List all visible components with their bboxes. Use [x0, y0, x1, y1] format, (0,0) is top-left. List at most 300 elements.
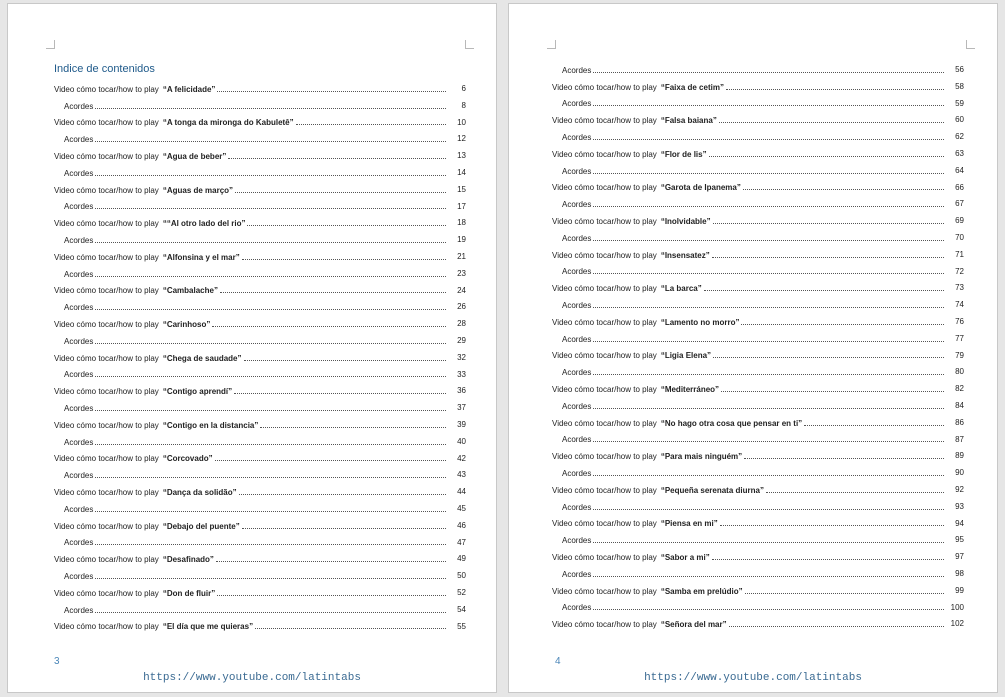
toc-entry-prefix: Video cómo tocar/how to play — [552, 284, 657, 294]
toc-entry-chords[interactable] — [552, 364, 964, 381]
toc-entry-song-title: “Corcovado” — [162, 454, 213, 464]
toc-entry-label: Acordes — [64, 336, 94, 346]
toc-entry-page-number: 80 — [955, 367, 964, 377]
dot-leader — [235, 192, 446, 193]
dot-leader — [212, 326, 446, 327]
toc-entry-page-number: 39 — [457, 419, 466, 429]
dot-leader — [95, 175, 446, 176]
toc-entry-page-number: 47 — [457, 537, 466, 547]
document-page-3 — [7, 3, 497, 693]
toc-entry-song-title: “Samba em prelúdio” — [660, 586, 743, 596]
toc-entry-page-number: 40 — [457, 436, 466, 446]
toc-entry-song-title: “Flor de lis” — [660, 149, 707, 159]
toc-entry-chords[interactable] — [552, 331, 964, 348]
toc-entry-video[interactable] — [54, 148, 466, 165]
toc-entry-label: Acordes — [562, 301, 592, 311]
toc-entry-song-title: “Lamento no morro” — [660, 317, 740, 327]
toc-entry-page-number: 23 — [457, 268, 466, 278]
dot-leader — [593, 240, 944, 241]
toc-entry-song-title: “Falsa baiana” — [660, 116, 717, 126]
dot-leader — [95, 511, 446, 512]
toc-entry-page-number: 26 — [457, 302, 466, 312]
toc-entry-page-number: 92 — [955, 484, 964, 494]
toc-entry-chords[interactable] — [54, 467, 466, 484]
toc-entry-chords[interactable] — [552, 297, 964, 314]
dot-leader — [593, 72, 944, 73]
toc-entry-page-number: 71 — [955, 249, 964, 259]
toc-entry-chords[interactable] — [54, 501, 466, 518]
toc-entry-chords[interactable] — [552, 62, 964, 79]
toc-entry-chords[interactable] — [552, 566, 964, 583]
toc-entry-video[interactable] — [552, 381, 964, 398]
toc-entry-label: Acordes — [64, 504, 94, 514]
toc-entry-page-number: 15 — [457, 184, 466, 194]
toc-entry-chords[interactable] — [552, 129, 964, 146]
toc-entry-chords[interactable] — [54, 367, 466, 384]
toc-entry-page-number: 79 — [955, 350, 964, 360]
toc-entry-prefix: Video cómo tocar/how to play — [552, 452, 657, 462]
dot-leader — [593, 542, 944, 543]
toc-list — [552, 62, 964, 633]
toc-entry-video[interactable] — [54, 115, 466, 132]
toc-entry-video[interactable] — [54, 249, 466, 266]
toc-entry-page-number: 50 — [457, 571, 466, 581]
toc-entry-song-title: “No hago otra cosa que pensar en ti” — [660, 418, 803, 428]
toc-entry-chords[interactable] — [54, 602, 466, 619]
toc-entry-page-number: 86 — [955, 417, 964, 427]
toc-entry-label: Acordes — [64, 303, 94, 313]
toc-entry-song-title: “Piensa en mi” — [660, 519, 718, 529]
toc-entry-video[interactable] — [552, 482, 964, 499]
dot-leader — [255, 628, 446, 629]
toc-entry-page-number: 95 — [955, 535, 964, 545]
dot-leader — [95, 141, 446, 142]
toc-entry-prefix: Video cómo tocar/how to play — [552, 116, 657, 126]
dot-leader — [593, 273, 944, 274]
toc-entry-label: Acordes — [64, 471, 94, 481]
toc-entry-label: Acordes — [562, 166, 592, 176]
toc-entry-chords[interactable] — [552, 532, 964, 549]
toc-entry-chords[interactable] — [54, 165, 466, 182]
toc-entry-prefix: Video cómo tocar/how to play — [552, 418, 657, 428]
toc-entry-page-number: 29 — [457, 335, 466, 345]
toc-entry-page-number: 28 — [457, 319, 466, 329]
toc-entry-song-title: “A tonga da mironga do Kabuletê” — [162, 118, 294, 128]
toc-entry-label: Acordes — [64, 269, 94, 279]
dot-leader — [95, 477, 446, 478]
dot-leader — [713, 357, 944, 358]
dot-leader — [593, 475, 944, 476]
toc-entry-page-number: 70 — [955, 232, 964, 242]
toc-entry-page-number: 99 — [955, 585, 964, 595]
dot-leader — [95, 343, 446, 344]
toc-entry-label: Acordes — [562, 267, 592, 277]
toc-entry-chords[interactable] — [552, 499, 964, 516]
toc-entry-label: Acordes — [562, 133, 592, 143]
toc-entry-song-title: “Pequeña serenata diurna” — [660, 485, 764, 495]
dot-leader — [216, 561, 446, 562]
toc-entry-page-number: 60 — [955, 115, 964, 125]
toc-entry-page-number: 10 — [457, 117, 466, 127]
dot-leader — [296, 124, 446, 125]
toc-entry-label: Acordes — [562, 502, 592, 512]
toc-entry-label: Acordes — [64, 236, 94, 246]
dot-leader — [593, 307, 944, 308]
dot-leader — [593, 105, 944, 106]
toc-entry-page-number: 32 — [457, 352, 466, 362]
dot-leader — [260, 427, 446, 428]
toc-entry-label: Acordes — [64, 168, 94, 178]
toc-entry-page-number: 76 — [955, 316, 964, 326]
toc-entry-page-number: 36 — [457, 386, 466, 396]
dot-leader — [593, 139, 944, 140]
toc-entry-chords[interactable] — [552, 600, 964, 617]
toc-entry-video[interactable] — [552, 348, 964, 365]
toc-entry-label: Acordes — [562, 536, 592, 546]
toc-entry-page-number: 55 — [457, 621, 466, 631]
toc-entry-page-number: 33 — [457, 369, 466, 379]
dot-leader — [721, 391, 944, 392]
dot-leader — [220, 292, 446, 293]
toc-entry-label: Acordes — [562, 569, 592, 579]
dot-leader — [712, 559, 944, 560]
toc-entry-page-number: 89 — [955, 451, 964, 461]
toc-entry-song-title: “Desafinado” — [162, 555, 214, 565]
toc-entry-label: Acordes — [64, 404, 94, 414]
toc-entry-video[interactable] — [552, 213, 964, 230]
margin-corner-mark — [547, 40, 556, 49]
toc-list — [54, 81, 466, 635]
toc-entry-video[interactable] — [552, 280, 964, 297]
toc-entry-label: Acordes — [562, 435, 592, 445]
toc-entry-video[interactable] — [54, 283, 466, 300]
dot-leader — [745, 593, 944, 594]
toc-entry-page-number: 74 — [955, 300, 964, 310]
toc-entry-prefix: Video cómo tocar/how to play — [552, 149, 657, 159]
toc-entry-page-number: 21 — [457, 251, 466, 261]
toc-entry-song-title: ““Al otro lado del rio” — [162, 219, 246, 229]
toc-entry-video[interactable] — [552, 314, 964, 331]
toc-entry-song-title: “La barca” — [660, 284, 702, 294]
toc-entry-prefix: Video cómo tocar/how to play — [552, 183, 657, 193]
dot-leader — [95, 276, 446, 277]
dot-leader — [95, 544, 446, 545]
toc-entry-chords[interactable] — [552, 163, 964, 180]
toc-entry-video[interactable] — [552, 516, 964, 533]
toc-entry-label: Acordes — [562, 99, 592, 109]
toc-entry-song-title: “Don de fluir” — [162, 588, 216, 598]
toc-entry-song-title: “Contigo aprendí” — [162, 387, 233, 397]
toc-entry-label: Acordes — [64, 101, 94, 111]
toc-entry-chords[interactable] — [552, 465, 964, 482]
dot-leader — [720, 525, 944, 526]
toc-entry-chords[interactable] — [54, 131, 466, 148]
toc-entry-song-title: “Faixa de cetim” — [660, 82, 724, 92]
toc-entry-prefix: Video cómo tocar/how to play — [54, 420, 159, 430]
dot-leader — [234, 393, 446, 394]
toc-entry-chords[interactable] — [552, 264, 964, 281]
toc-entry-chords[interactable] — [54, 299, 466, 316]
toc-entry-prefix: Video cómo tocar/how to play — [54, 185, 159, 195]
dot-leader — [719, 122, 944, 123]
dot-leader — [95, 444, 446, 445]
dot-leader — [726, 89, 944, 90]
toc-entry-video[interactable] — [54, 182, 466, 199]
toc-entry-prefix: Video cómo tocar/how to play — [54, 555, 159, 565]
toc-entry-chords[interactable] — [54, 434, 466, 451]
dot-leader — [217, 91, 446, 92]
toc-entry-song-title: “Señora del mar” — [660, 620, 727, 630]
toc-entry-song-title: “Mediterráneo” — [660, 385, 720, 395]
toc-entry-prefix: Video cómo tocar/how to play — [54, 488, 159, 498]
toc-entry-page-number: 63 — [955, 148, 964, 158]
toc-entry-song-title: “Ligia Elena” — [660, 351, 712, 361]
toc-entry-prefix: Video cómo tocar/how to play — [552, 351, 657, 361]
toc-entry-song-title: “Insensatez” — [660, 250, 710, 260]
toc-entry-song-title: “Cambalache” — [162, 286, 218, 296]
toc-entry-prefix: Video cómo tocar/how to play — [552, 250, 657, 260]
toc-entry-video[interactable] — [54, 215, 466, 232]
toc-entry-song-title: “Inolvidable” — [660, 217, 711, 227]
dot-leader — [239, 494, 446, 495]
toc-entry-page-number: 58 — [955, 81, 964, 91]
dot-leader — [593, 374, 944, 375]
toc-entry-label: Acordes — [64, 538, 94, 548]
toc-entry-label: Acordes — [64, 135, 94, 145]
dot-leader — [743, 189, 944, 190]
toc-entry-chords[interactable] — [54, 98, 466, 115]
dot-leader — [244, 360, 447, 361]
toc-entry-prefix: Video cómo tocar/how to play — [54, 454, 159, 464]
toc-entry-page-number: 17 — [457, 201, 466, 211]
toc-entry-page-number: 94 — [955, 518, 964, 528]
dot-leader — [228, 158, 446, 159]
footer-url[interactable]: https://www.youtube.com/latintabs — [143, 672, 361, 684]
margin-corner-mark — [966, 40, 975, 49]
toc-entry-label: Acordes — [562, 401, 592, 411]
toc-entry-page-number: 49 — [457, 554, 466, 564]
page-number: 3 — [54, 656, 60, 667]
toc-entry-prefix: Video cómo tocar/how to play — [54, 252, 159, 262]
toc-entry-page-number: 66 — [955, 182, 964, 192]
toc-entry-video[interactable] — [54, 518, 466, 535]
toc-entry-prefix: Video cómo tocar/how to play — [552, 586, 657, 596]
toc-entry-page-number: 54 — [457, 604, 466, 614]
toc-entry-page-number: 97 — [955, 552, 964, 562]
toc-entry-prefix: Video cómo tocar/how to play — [552, 385, 657, 395]
toc-entry-song-title: “Para mais ninguém” — [660, 452, 743, 462]
toc-entry-video[interactable] — [54, 316, 466, 333]
toc-entry-video[interactable] — [552, 583, 964, 600]
toc-entry-prefix: Video cómo tocar/how to play — [552, 519, 657, 529]
toc-entry-prefix: Video cómo tocar/how to play — [54, 219, 159, 229]
dot-leader — [593, 509, 944, 510]
toc-entry-video[interactable] — [552, 146, 964, 163]
toc-entry-page-number: 69 — [955, 216, 964, 226]
page-number: 4 — [555, 656, 561, 667]
toc-entry-video[interactable] — [54, 551, 466, 568]
toc-entry-chords[interactable] — [552, 196, 964, 213]
toc-entry-video[interactable] — [54, 585, 466, 602]
dot-leader — [95, 410, 446, 411]
margin-corner-mark — [46, 40, 55, 49]
toc-entry-page-number: 100 — [950, 602, 964, 612]
toc-entry-video[interactable] — [54, 350, 466, 367]
toc-entry-page-number: 62 — [955, 132, 964, 142]
toc-entry-video[interactable] — [552, 112, 964, 129]
toc-entry-prefix: Video cómo tocar/how to play — [54, 320, 159, 330]
toc-entry-video[interactable] — [552, 549, 964, 566]
toc-entry-video[interactable] — [552, 180, 964, 197]
toc-entry-page-number: 46 — [457, 520, 466, 530]
toc-entry-page-number: 87 — [955, 434, 964, 444]
toc-entry-chords[interactable] — [552, 230, 964, 247]
toc-entry-prefix: Video cómo tocar/how to play — [552, 217, 657, 227]
margin-corner-mark — [465, 40, 474, 49]
toc-entry-page-number: 52 — [457, 587, 466, 597]
toc-entry-label: Acordes — [562, 603, 592, 613]
dot-leader — [95, 108, 446, 109]
toc-entry-page-number: 24 — [457, 285, 466, 295]
toc-entry-song-title: “Debajo del puente” — [162, 521, 240, 531]
toc-entry-prefix: Video cómo tocar/how to play — [54, 521, 159, 531]
toc-entry-video[interactable] — [552, 616, 964, 633]
dot-leader — [704, 290, 944, 291]
dot-leader — [593, 173, 944, 174]
toc-entry-chords[interactable] — [54, 535, 466, 552]
toc-entry-page-number: 77 — [955, 333, 964, 343]
toc-entry-chords[interactable] — [552, 96, 964, 113]
toc-entry-prefix: Video cómo tocar/how to play — [54, 588, 159, 598]
toc-entry-label: Acordes — [562, 200, 592, 210]
dot-leader — [713, 223, 944, 224]
toc-entry-song-title: “Contigo en la distancia” — [162, 420, 259, 430]
dot-leader — [215, 460, 446, 461]
toc-entry-chords[interactable] — [54, 400, 466, 417]
dot-leader — [95, 578, 446, 579]
toc-entry-video[interactable] — [552, 415, 964, 432]
toc-entry-page-number: 14 — [457, 167, 466, 177]
toc-entry-page-number: 44 — [457, 487, 466, 497]
toc-entry-page-number: 90 — [955, 468, 964, 478]
toc-entry-page-number: 73 — [955, 283, 964, 293]
toc-entry-video[interactable] — [552, 247, 964, 264]
toc-entry-video[interactable] — [54, 417, 466, 434]
dot-leader — [217, 595, 446, 596]
dot-leader — [95, 309, 446, 310]
toc-entry-video[interactable] — [54, 81, 466, 98]
toc-entry-page-number: 12 — [457, 134, 466, 144]
toc-entry-chords[interactable] — [54, 232, 466, 249]
toc-entry-song-title: “Carinhoso” — [162, 320, 211, 330]
dot-leader — [95, 376, 446, 377]
toc-entry-page-number: 59 — [955, 98, 964, 108]
toc-entry-page-number: 67 — [955, 199, 964, 209]
dot-leader — [593, 576, 944, 577]
toc-entry-chords[interactable] — [552, 398, 964, 415]
toc-entry-page-number: 93 — [955, 501, 964, 511]
toc-entry-page-number: 45 — [457, 503, 466, 513]
toc-entry-song-title: “Aguas de março” — [162, 185, 234, 195]
dot-leader — [804, 425, 944, 426]
toc-entry-song-title: “Sabor a mi” — [660, 553, 710, 562]
toc-entry-page-number: 37 — [457, 403, 466, 413]
toc-entry-label: Acordes — [562, 334, 592, 344]
toc-entry-song-title: “Chega de saudade” — [162, 353, 242, 363]
dot-leader — [593, 609, 944, 610]
dot-leader — [593, 341, 944, 342]
dot-leader — [95, 612, 446, 613]
dot-leader — [242, 259, 446, 260]
toc-entry-song-title: “Garota de Ipanema” — [660, 183, 741, 193]
toc-entry-video[interactable] — [54, 484, 466, 501]
toc-entry-video[interactable] — [552, 79, 964, 96]
dot-leader — [593, 206, 944, 207]
toc-entry-song-title: “Dança da solidão” — [162, 488, 237, 498]
dot-leader — [741, 324, 944, 325]
dot-leader — [712, 257, 944, 258]
dot-leader — [95, 242, 446, 243]
toc-entry-chords[interactable] — [54, 333, 466, 350]
toc-entry-song-title: “El día que me quieras” — [162, 622, 254, 632]
toc-entry-chords[interactable] — [54, 266, 466, 283]
toc-entry-label: Acordes — [64, 605, 94, 615]
toc-entry-page-number: 8 — [461, 100, 466, 110]
toc-entry-label: Acordes — [562, 368, 592, 378]
toc-entry-page-number: 43 — [457, 470, 466, 480]
toc-entry-page-number: 18 — [457, 218, 466, 228]
toc-entry-page-number: 19 — [457, 235, 466, 245]
toc-entry-prefix: Video cómo tocar/how to play — [552, 620, 657, 630]
toc-heading: Indice de contenidos — [54, 63, 155, 75]
toc-entry-prefix: Video cómo tocar/how to play — [552, 82, 657, 92]
toc-entry-prefix: Video cómo tocar/how to play — [54, 152, 159, 162]
dot-leader — [593, 441, 944, 442]
toc-entry-chords[interactable] — [552, 432, 964, 449]
toc-entry-video[interactable] — [54, 451, 466, 468]
toc-entry-video[interactable] — [552, 448, 964, 465]
toc-entry-chords[interactable] — [54, 568, 466, 585]
dot-leader — [242, 528, 446, 529]
toc-entry-prefix: Video cómo tocar/how to play — [54, 286, 159, 296]
toc-entry-video[interactable] — [54, 619, 466, 636]
toc-entry-label: Acordes — [562, 65, 592, 75]
dot-leader — [729, 626, 944, 627]
toc-entry-label: Acordes — [64, 370, 94, 380]
toc-entry-page-number: 6 — [461, 84, 466, 93]
toc-entry-page-number: 98 — [955, 568, 964, 578]
toc-entry-prefix: Video cómo tocar/how to play — [54, 622, 159, 632]
dot-leader — [766, 492, 944, 493]
toc-entry-video[interactable] — [54, 383, 466, 400]
toc-entry-label: Acordes — [64, 202, 94, 212]
toc-entry-prefix: Video cómo tocar/how to play — [54, 387, 159, 397]
toc-entry-song-title: “Alfonsina y el mar” — [162, 252, 240, 262]
footer-url[interactable]: https://www.youtube.com/latintabs — [644, 672, 862, 684]
toc-entry-label: Acordes — [562, 233, 592, 243]
toc-entry-label: Acordes — [562, 469, 592, 479]
toc-entry-page-number: 72 — [955, 266, 964, 276]
dot-leader — [709, 156, 944, 157]
toc-entry-song-title: “Agua de beber” — [162, 152, 227, 162]
toc-entry-page-number: 13 — [457, 151, 466, 161]
toc-entry-song-title: “A felicidade” — [162, 84, 216, 94]
toc-entry-prefix: Video cómo tocar/how to play — [54, 353, 159, 363]
toc-entry-chords[interactable] — [54, 199, 466, 216]
dot-leader — [593, 408, 944, 409]
toc-entry-page-number: 84 — [955, 400, 964, 410]
toc-entry-label: Acordes — [64, 572, 94, 581]
